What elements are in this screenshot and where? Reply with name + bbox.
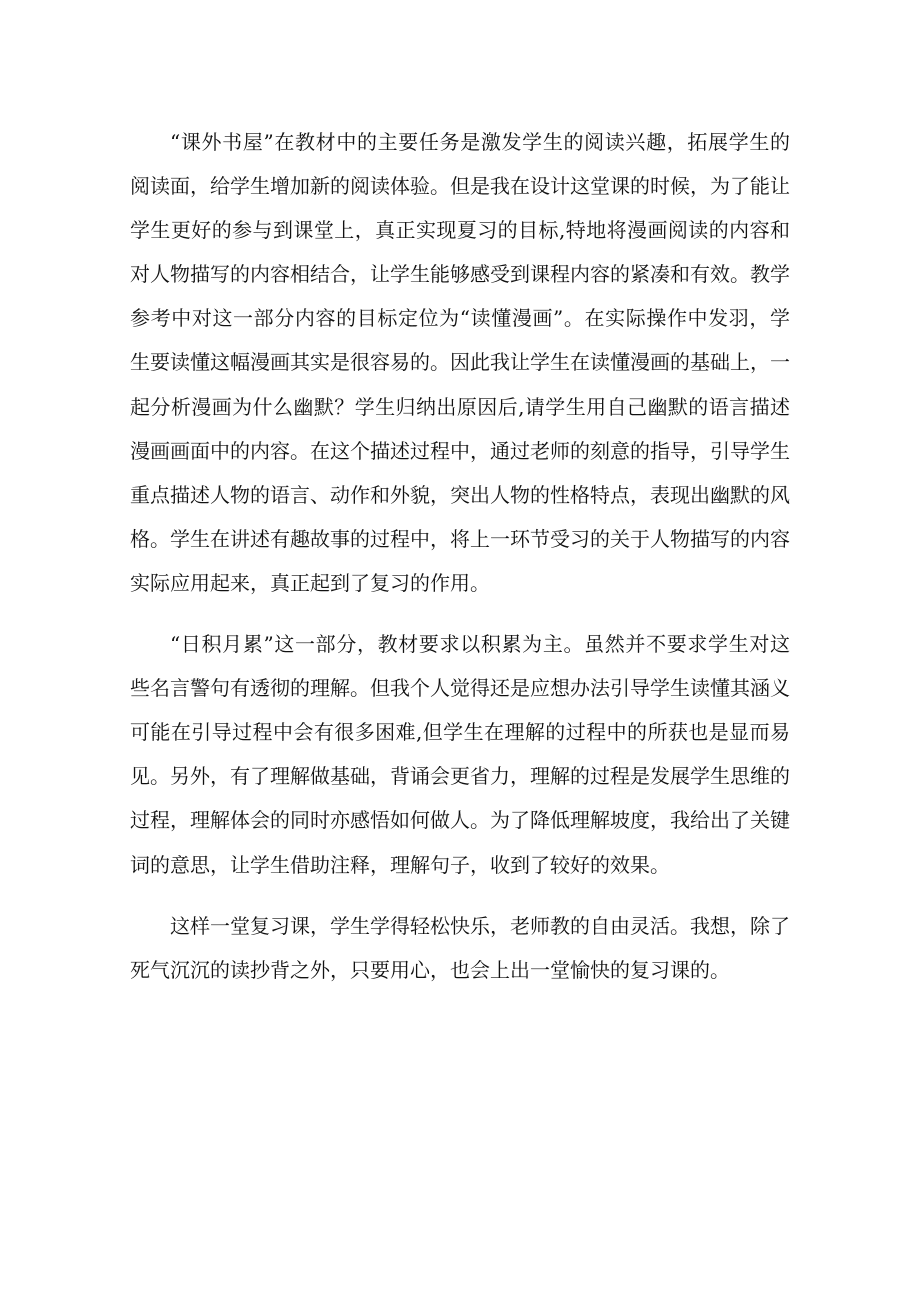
paragraph-extracurricular-reading: “课外书屋”在教材中的主要任务是激发学生的阅读兴趣，拓展学生的阅读面，给学生增加新的阅读体验。但是我在设计这堂课的时候，为了能让学生更好的参与到课堂上，真正实现夏习的目标,特地将漫画阅读的内容和对人物描写的内容相结合，让学生能够感受到课程内容的紧凑和有效。教学参考中对这一部分内容的目标定位为“读懂漫画”。在实际操作中发羽，学生要读懂这幅漫画其实是很容易的。因此我让学生在读懂漫画的基础上，一起分析漫画为什么幽默？学生归纳出原因后,请学生用自己幽默的语言描述漫画画面中的内容。在这个描述过程中，通过老师的刻意的指导，引导学生重点描述人物的语言、动作和外貌，突出人物的性格特点，表现出幽默的风格。学生在讲述有趣故事的过程中，将上一环节受习的关于人物描写的内容实际应用起来，真正起到了复习的作用。 [130, 130, 790, 595]
paragraph-conclusion: 这样一堂复习课，学生学得轻松快乐，老师教的自由灵活。我想，除了死气沉沉的读抄背之外，只要用心，也会上出一堂愉快的复习课的。 [130, 913, 790, 982]
document-body [130, 120, 790, 992]
paragraph-daily-accumulation: “日积月累”这一部分，教材要求以积累为主。虽然并不要求学生对这些名言警句有透彻的理解。但我个人觉得还是应想办法引导学生读懂其涵义可能在引导过程中会有很多困难,但学生在理解的过程中的所获也是显而易见。另外，有了理解做基础，背诵会更省力，理解的过程是发展学生思维的过程，理解体会的同时亦感悟如何做人。为了降低理解坡度，我给出了关键词的意思，让学生借助注释，理解句子，收到了较好的效果。 [130, 632, 790, 877]
